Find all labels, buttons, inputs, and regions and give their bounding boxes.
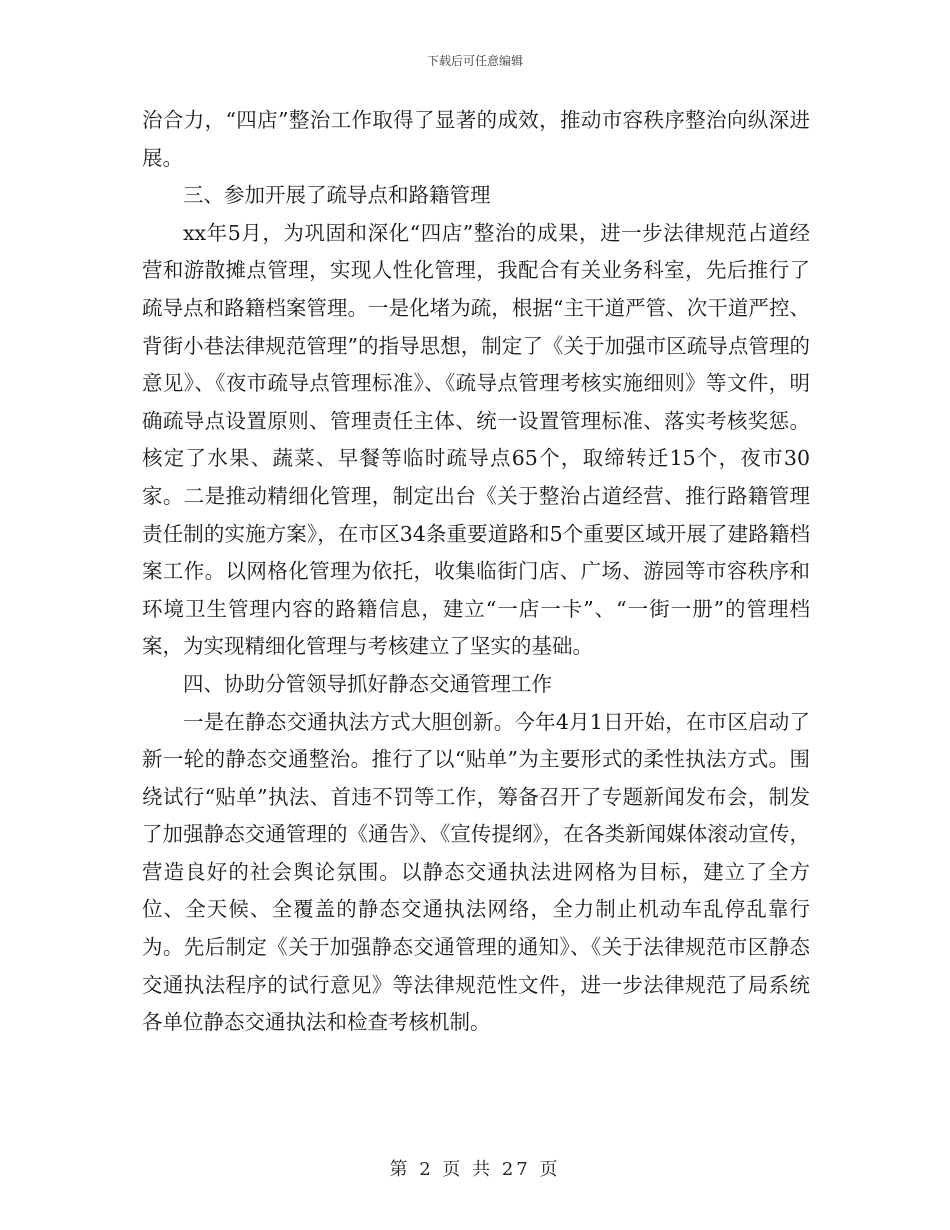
body-paragraph: 一是在静态交通执法方式大胆创新。今年4月1日开始，在市区启动了新一轮的静态交通整治。推行了以“贴单”为主要形式的柔性执法方式。围绕试行“贴单”执法、首违不罚等工作，筹备召开了专题新闻发布会，制发了加强静态交通管理的《通告》、《宣传提纲》，在各类新闻媒体滚动宣传，营造良好的社会舆论氛围。以静态交通执法进网格为目标，建立了全方位、全天候、全覆盖的静态交通执法网络，全力制止机动车乱停乱靠行为。先后制定《关于加强静态交通管理的通知》、《关于法律规范市区静态交通执法程序的试行意见》等法律规范性文件，进一步法律规范了局系统各单位静态交通执法和检查考核机制。 [142, 709, 810, 1035]
section-heading-4: 四、协助分管领导抓好静态交通管理工作 [183, 671, 552, 696]
body-paragraph-continuation: 治合力，“四店”整治工作取得了显著的成效，推动市容秩序整治向纵深进展。 [142, 108, 810, 170]
page-header-note: 下载后可任意编辑 [426, 54, 523, 68]
body-paragraph: xx年5月，为巩固和深化“四店”整治的成果，进一步法律规范占道经营和游散摊点管理，实现人性化管理，我配合有关业务科室，先后推行了疏导点和路籍档案管理。一是化堵为疏，根据“主干道严管、次干道严控、背街小巷法律规范管理”的指导思想，制定了《关于加强市区疏导点管理的意见》、《夜市疏导点管理标准》、《疏导点管理考核实施细则》等文件，明确疏导点设置原则、管理责任主体、统一设置管理标准、落实考核奖惩。核定了水果、蔬菜、早餐等临时疏导点65个，取缔转迁15个，夜市30家。二是推动精细化管理，制定出台《关于整治占道经营、推行路籍管理责任制的实施方案》，在市区34条重要道路和5个重要区域开展了建路籍档案工作。以网格化管理为依托，收集临街门店、广场、游园等市容秩序和环境卫生管理内容的路籍信息，建立“一店一卡”、“一街一册”的管理档案，为实现精细化管理与考核建立了坚实的基础。 [142, 220, 810, 659]
document-body [142, 102, 810, 1042]
page-number: 第 2 页 共 27 页 [389, 1159, 561, 1180]
section-heading-3: 三、参加开展了疏导点和路籍管理 [183, 183, 491, 208]
